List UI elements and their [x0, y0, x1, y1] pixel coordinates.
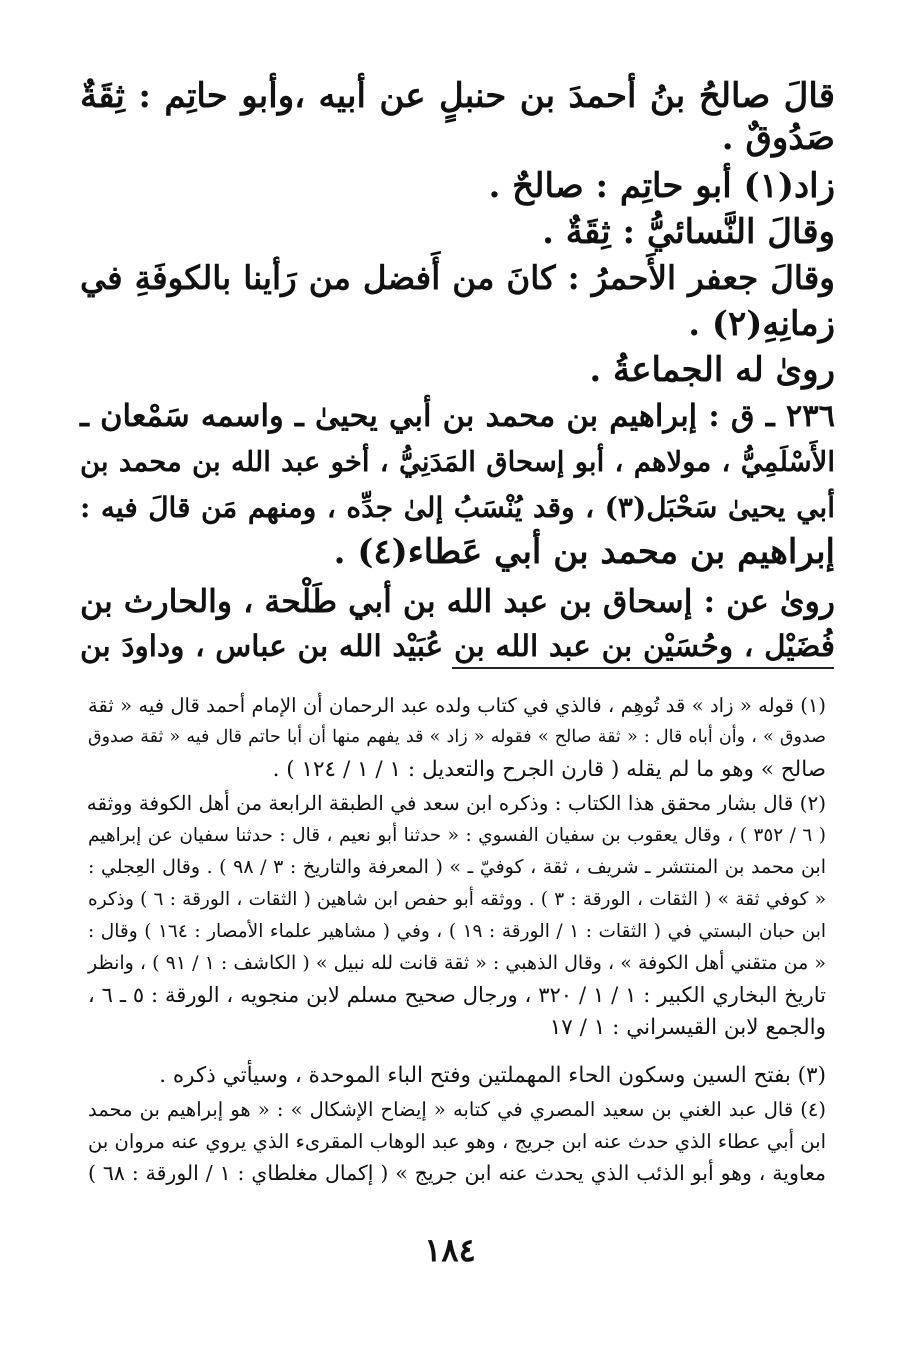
main-text-line: الأَسْلَمِيُّ ، مولاهم ، أبو إسحاق المَدَنِيُّ ، أخو عبد الله بن محمد بن [80, 446, 835, 478]
main-text-line: روىٰ له الجماعةُ . [589, 350, 835, 390]
footnote-line: معاوية ، وهو أبو الذئب الذي يحدث عنه ابن جريج » ( إكمال مغلطاي : ١ / الورقة : ٦٨ ) [88, 1161, 826, 1185]
footnote-line: ابن أبي عطاء الذي حدث عنه ابن جريج ، وهو عبد الوهاب المقرىء الذي يروي عنه مروان بن [88, 1130, 826, 1153]
footnote-line: (٣) بفتح السين وسكون الحاء المهملتين وفتح الباء الموحدة ، وسيأتي ذكره . [159, 1063, 826, 1088]
footnote-line: (٤) قال عبد الغني بن سعيد المصري في كتابه « إيضاح الإشكال » : « هو إبراهيم بن محمد [88, 1098, 826, 1121]
footnote-line: ابن حبان البستي في ( الثقات : ١ / الورقة : ١٩ ) ، وفي ( مشاهير علماء الأمصار : ١٦٤ ) وقال : [88, 921, 826, 942]
main-text-line: زاد(١) أبو حاتِم : صالحٌ . [488, 166, 835, 206]
main-text-line: روىٰ عن : إسحاق بن عبد الله بن أبي طَلْحة ، والحارث بن [80, 583, 835, 620]
footnote-line: ( ٦ / ٣٥٢ ) ، وقال يعقوب بن سفيان الفسوي : « حدثنا أبو نعيم ، قال : حدثنا سفيان عن إبراهيم [88, 825, 826, 846]
footnote-line: (٢) قال بشار محقق هذا الكتاب : وذكره ابن سعد في الطبقة الرابعة من أهل الكوفة ووثقه [86, 791, 826, 815]
footnote-line: ابن محمد بن المنتشر ـ شريف ، ثقة ، كوفيّ ـ » ( المعرفة والتاريخ : ٣ / ٩٨ ) . وقال العِجلي : [88, 856, 826, 878]
footnote-line: « كوفي ثقة » ( الثقات ، الورقة : ٣ ) . ووثقه أبو حفص ابن شاهين ( الثقات ، الورقة : ٦ ) وذكره [88, 889, 827, 910]
main-text-line: وقالَ جعفر الأَحمرُ : كانَ من أَفضل من رَأينا بالكوفَةِ في [80, 258, 835, 297]
main-text-line: فُضَيْل ، وحُسَيْن بن عبد الله بن عُبَيْد الله بن عباس ، وداودَ بن [80, 628, 835, 663]
entry-heading: ٢٣٦ ـ ق : إبراهيم بن محمد بن أبي يحيىٰ ـ واسمه سَمْعان ـ [80, 398, 835, 434]
footnote-separator [452, 667, 834, 669]
main-text-line: زمانِهِ(٢) . [688, 304, 835, 344]
footnote-line: « من متقني أهل الكوفة » ، وقال الذهبي : « ثقة قانت لله نبيل » ( الكاشف : ١ / ٩١ ) ، وانظر [88, 952, 826, 974]
footnote-line: (١) قوله « زاد » قد تُوهِم ، فالذي في كتاب ولده عبد الرحمان أن الإمام أحمد قال فيه « ثقة [88, 694, 826, 717]
main-text-line: أبي يحيىٰ سَحْبَل(٣) ، وقد يُنْسَبُ إلىٰ جدِّه ، ومنهم مَن قالَ فيه : [80, 491, 835, 524]
main-text-line: وقالَ النَّسائيُّ : ثِقَةٌ . [542, 212, 835, 252]
main-text-line: صَدُوقٌ . [721, 118, 835, 158]
footnote-line: والجمع لابن القيسراني : ١ / ١٧ [549, 1015, 826, 1040]
footnote-line: صالح » وهو ما لم يقله ( قارن الجرح والتعديل : ١ / ١ / ١٢٤ ) . [272, 757, 826, 782]
page-number: ١٨٤ [424, 1231, 476, 1269]
footnote-line: صدوق » ، وأن أباه قال : « ثقة صالح » فقوله « زاد » قد يفهم منها أن أبا حاتم قال فيه « ثقة صدوق [88, 727, 826, 747]
footnote-line: تاريخ البخاري الكبير : ١ / ١ / ٣٢٠ ، ورجال صحيح مسلم لابن منجويه ، الورقة : ٥ ـ ٦ ، [88, 983, 826, 1007]
main-text-line: إبراهيم بن محمد بن أبي عَطاء(٤) . [333, 532, 835, 572]
main-text-line: قالَ صالحُ بنُ أحمدَ بن حنبلٍ عن أبيه ،وأبو حاتِم : ثِقَةٌ [80, 76, 835, 116]
